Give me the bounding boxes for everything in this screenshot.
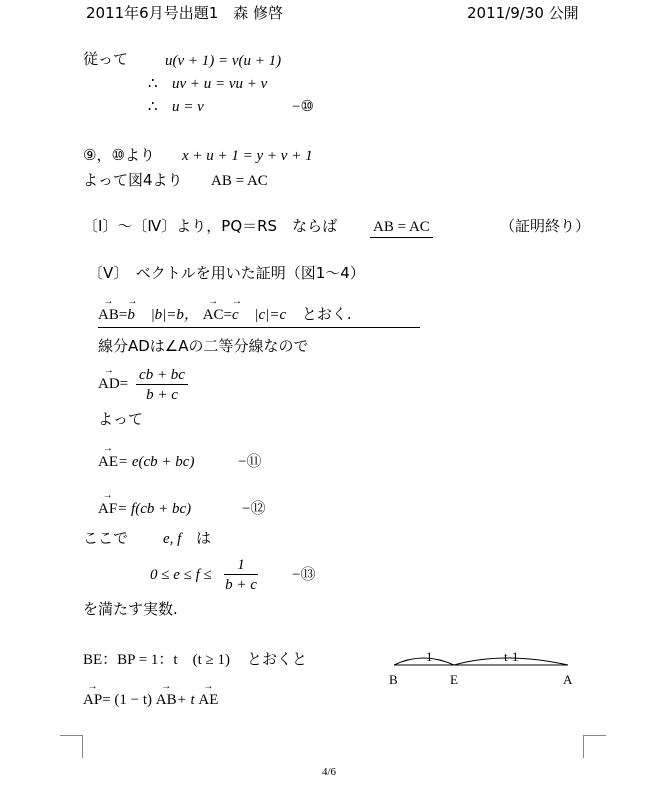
- vector-ae-2: → AE: [198, 693, 218, 708]
- vector-ab-2: → AB: [156, 693, 177, 708]
- af-rhs: = f(cb + bc): [117, 501, 192, 517]
- ae-equation: [98, 455, 194, 470]
- step3-text: よって図4より: [83, 171, 183, 189]
- ratio-text: BE：BP = 1：t (t ≥ 1): [83, 652, 230, 668]
- ineq-numerator: 1: [224, 557, 258, 575]
- point-b: B: [389, 672, 398, 687]
- therefore-sign-2: ∴: [148, 99, 158, 115]
- proof-end-mark: （証明終り）: [500, 217, 591, 235]
- vector-ae: → AE: [98, 455, 118, 470]
- corner-mark-right: [583, 735, 606, 758]
- equals-sign: =: [119, 376, 129, 392]
- conclusion-result: AB = AC: [370, 220, 433, 238]
- ineq-denominator: b + c: [225, 577, 257, 593]
- section-5-heading: 〔Ⅴ〕 ベクトルを用いた証明（図1〜4）: [88, 264, 365, 282]
- equals-sign: =: [118, 307, 128, 323]
- vector-ac: → AC: [203, 308, 224, 323]
- step2-text: ⑨，⑩より: [83, 146, 155, 164]
- bisector-text: 線分ADは∠Aの二等分線なので: [98, 337, 309, 355]
- ae-rhs: = e(cb + bc): [118, 454, 195, 470]
- point-e: E: [450, 672, 458, 687]
- step1-eq1: u(v + 1) = v(u + 1): [165, 53, 282, 69]
- vector-definitions: [98, 307, 420, 328]
- therefore-sign-1: ∴: [148, 76, 158, 92]
- page-number: 4/6: [322, 766, 337, 778]
- ad-lhs: [98, 377, 128, 392]
- yotte-text: よって: [98, 410, 144, 428]
- equals-sign: =: [223, 307, 232, 323]
- vector-b: → b: [127, 308, 135, 323]
- vector-af: → AF: [98, 502, 117, 517]
- abs-b-def: |b|=b，: [150, 307, 199, 323]
- defs-tail: とおく.: [301, 305, 352, 323]
- step1-eq3: u = v: [172, 99, 204, 115]
- vector-c: → c: [232, 308, 239, 323]
- ad-denominator: b + c: [146, 387, 178, 403]
- ineq-fraction: [224, 557, 258, 594]
- vector-ab: → AB: [98, 308, 119, 323]
- koko-text: ここで: [83, 529, 129, 547]
- abs-c-def: |c|=c: [254, 307, 287, 323]
- label-t-minus-1: t-1: [504, 649, 519, 664]
- ad-fraction: [136, 367, 188, 404]
- eq-ref-13: −⑬: [292, 567, 316, 583]
- af-equation: [98, 502, 191, 517]
- corner-mark-left: [60, 735, 83, 758]
- header-date: 2011/9/30 公開: [467, 4, 579, 22]
- segment-diagram: [380, 646, 580, 692]
- koko-vars: e, f: [163, 531, 182, 547]
- ap-equation: [83, 693, 218, 708]
- ad-numerator: cb + bc: [136, 367, 188, 385]
- eq-ref-12: −⑫: [242, 501, 266, 517]
- step1-eq2: uv + u = vu + v: [172, 76, 268, 92]
- ratio-tail: とおくと: [247, 650, 308, 668]
- step2-eq: x + u + 1 = y + v + 1: [182, 148, 313, 164]
- eq-ref-11: −⑪: [238, 454, 262, 470]
- label-1: 1: [426, 649, 433, 664]
- ap-mid: = (1 − t): [102, 692, 153, 708]
- eq-ref-10: −⑩: [292, 99, 314, 115]
- satisfy-text: を満たす実数.: [83, 600, 178, 618]
- vector-ap: → AP: [83, 693, 102, 708]
- step1-label: 従って: [83, 50, 129, 68]
- point-a: A: [563, 672, 573, 687]
- step3-eq: AB = AC: [211, 173, 268, 189]
- brace-1: [394, 658, 454, 665]
- conclusion-text: 〔Ⅰ〕〜〔Ⅳ〕より，PQ＝RS ならば: [83, 217, 338, 235]
- ineq-left: 0 ≤ e ≤ f ≤: [150, 567, 212, 583]
- header-title: 2011年6月号出題1 森 修啓: [86, 4, 284, 22]
- vector-ad: → AD: [98, 377, 120, 392]
- ap-plus-t: + t: [176, 692, 195, 708]
- koko-wa: は: [196, 529, 212, 547]
